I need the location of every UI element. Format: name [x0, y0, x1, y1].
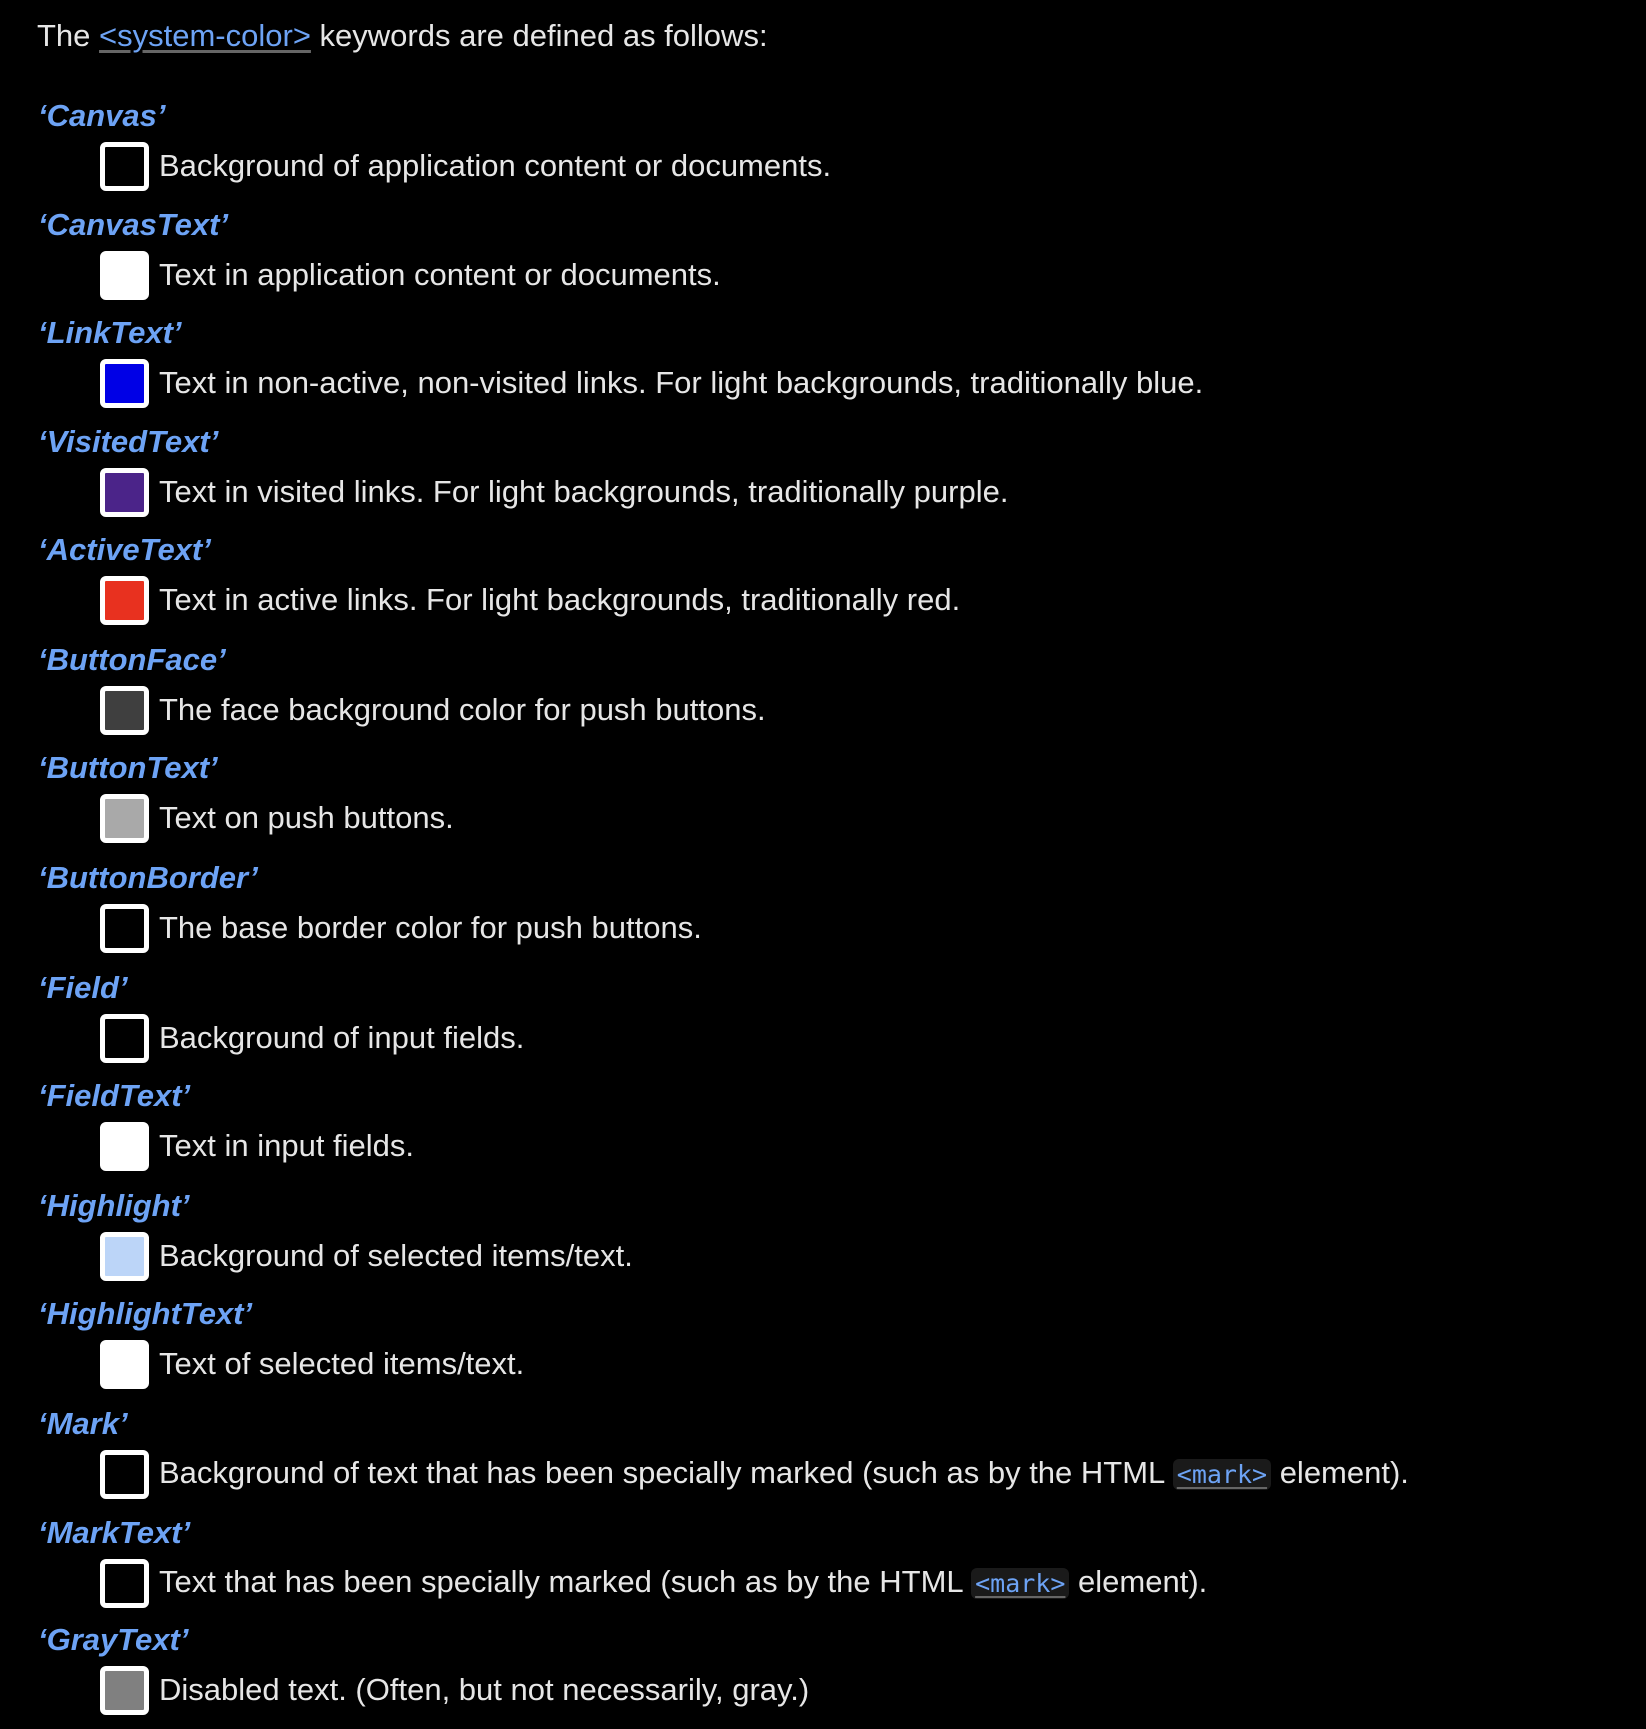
keyword-activetext: ‘ActiveText’	[38, 532, 211, 567]
mark-element-code	[971, 1568, 1069, 1599]
keyword-fieldtext: ‘FieldText’	[38, 1078, 191, 1113]
description	[159, 1562, 1207, 1604]
description: Background of input fields.	[159, 1020, 525, 1055]
entry-canvastext	[0, 205, 1646, 314]
keyword-graytext: ‘GrayText’	[38, 1622, 189, 1657]
definition	[100, 1665, 809, 1715]
entry-mark	[0, 1404, 1646, 1513]
definition	[100, 1449, 1409, 1499]
definition	[100, 1121, 414, 1171]
description: Background of selected items/text.	[159, 1238, 633, 1273]
color-swatch	[100, 576, 149, 625]
entry-activetext	[0, 530, 1646, 639]
entry-field	[0, 968, 1646, 1077]
system-color-link[interactable]: <system-color>	[99, 18, 311, 53]
intro-prefix: The	[37, 18, 100, 53]
entry-buttontext	[0, 748, 1646, 857]
description	[159, 1453, 1409, 1495]
description: Text in visited links. For light backgrounds, traditionally purple.	[159, 474, 1009, 509]
color-swatch	[100, 904, 149, 953]
keyword-visitedtext: ‘VisitedText’	[38, 424, 219, 459]
entry-fieldtext	[0, 1076, 1646, 1185]
keyword-field: ‘Field’	[38, 970, 128, 1005]
keyword-marktext: ‘MarkText’	[38, 1515, 191, 1550]
description: The face background color for push buttons.	[159, 692, 766, 727]
definition	[100, 575, 960, 625]
color-swatch	[100, 1340, 149, 1389]
keyword-mark: ‘Mark’	[38, 1406, 128, 1441]
color-swatch	[100, 794, 149, 843]
color-swatch	[100, 1122, 149, 1171]
definition	[100, 1013, 524, 1063]
color-swatch	[100, 359, 149, 408]
mark-element-code	[1173, 1459, 1271, 1490]
color-swatch	[100, 251, 149, 300]
entry-buttonborder	[0, 858, 1646, 967]
definition	[100, 1231, 633, 1281]
intro-paragraph	[37, 16, 768, 56]
definition	[100, 793, 454, 843]
mark-element-link[interactable]: <mark>	[1176, 1460, 1268, 1489]
description-prefix: Background of text that has been specially marked (such as by the HTML	[159, 1455, 1173, 1490]
description: Text in application content or documents.	[159, 257, 721, 292]
entry-linktext	[0, 313, 1646, 422]
description: Text in input fields.	[159, 1128, 415, 1163]
color-swatch	[100, 142, 149, 191]
description: Text in active links. For light backgrounds, traditionally red.	[159, 582, 961, 617]
definition	[100, 250, 721, 300]
keyword-buttontext: ‘ButtonText’	[38, 750, 218, 785]
color-swatch	[100, 1232, 149, 1281]
keyword-canvas: ‘Canvas’	[38, 98, 166, 133]
description-prefix: Text that has been specially marked (such as by the HTML	[159, 1564, 972, 1599]
keyword-highlight: ‘Highlight’	[38, 1188, 190, 1223]
entry-buttonface	[0, 640, 1646, 749]
definition	[100, 685, 766, 735]
color-swatch	[100, 1450, 149, 1499]
description-suffix: element).	[1271, 1455, 1409, 1490]
keyword-buttonborder: ‘ButtonBorder’	[38, 860, 258, 895]
color-swatch	[100, 686, 149, 735]
description: Text of selected items/text.	[159, 1346, 525, 1381]
description: Text on push buttons.	[159, 800, 454, 835]
definition	[100, 467, 1008, 517]
entry-highlight	[0, 1186, 1646, 1295]
keyword-buttonface: ‘ButtonFace’	[38, 642, 226, 677]
entry-marktext	[0, 1513, 1646, 1622]
entry-graytext	[0, 1620, 1646, 1729]
entry-canvas	[0, 96, 1646, 205]
definition	[100, 1558, 1207, 1608]
description: Text in non-active, non-visited links. For light backgrounds, traditionally blue.	[159, 365, 1204, 400]
intro-suffix: keywords are defined as follows:	[310, 18, 768, 53]
definition	[100, 1339, 524, 1389]
description: Disabled text. (Often, but not necessarily, gray.)	[159, 1672, 810, 1707]
definition	[100, 903, 702, 953]
definition	[100, 141, 831, 191]
entry-highlighttext	[0, 1294, 1646, 1403]
keyword-linktext: ‘LinkText’	[38, 315, 182, 350]
color-swatch	[100, 1666, 149, 1715]
entry-visitedtext	[0, 422, 1646, 531]
color-swatch	[100, 1014, 149, 1063]
description-suffix: element).	[1069, 1564, 1208, 1599]
definition	[100, 358, 1203, 408]
color-swatch	[100, 1559, 149, 1608]
description: Background of application content or documents.	[159, 148, 832, 183]
keyword-canvastext: ‘CanvasText’	[38, 207, 229, 242]
description: The base border color for push buttons.	[159, 910, 702, 945]
mark-element-link[interactable]: <mark>	[975, 1569, 1066, 1598]
color-swatch	[100, 468, 149, 517]
keyword-highlighttext: ‘HighlightText’	[38, 1296, 253, 1331]
